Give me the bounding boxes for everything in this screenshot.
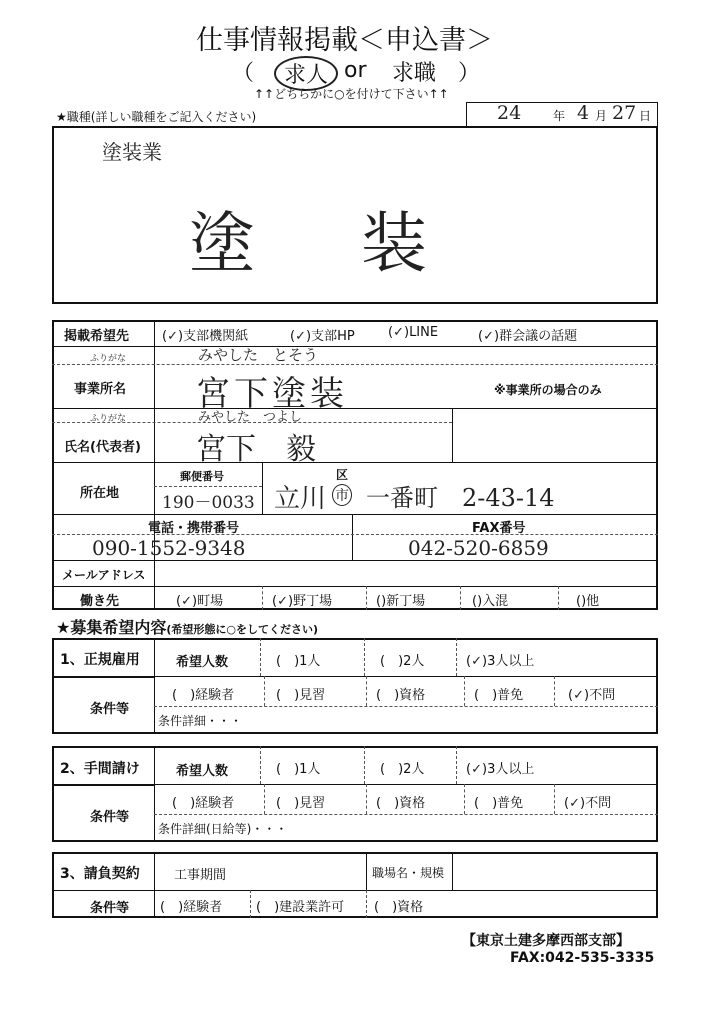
section2-cond-apprentice[interactable]: ( )見習 <box>276 796 326 811</box>
section2-count-2[interactable]: ( )2人 <box>380 762 425 777</box>
workplace-option-other[interactable]: ()他 <box>576 594 600 609</box>
publication-option-hp[interactable]: (✓)支部HP <box>290 329 355 344</box>
section2-detail-label: 条件詳細(日給等)・・・ <box>158 822 288 836</box>
job-type-main: 塗 装 <box>189 205 447 282</box>
ward-label: 区 <box>336 468 349 482</box>
section3-site-label: 職場名・規模 <box>372 866 445 880</box>
section3-title: 3、請負契約 <box>60 866 140 882</box>
business-note: ※事業所の場合のみ <box>494 383 602 397</box>
section1-cond-apprentice[interactable]: ( )見習 <box>276 688 326 703</box>
owner-furigana-label: ふりがな <box>90 414 127 424</box>
address-city-circled[interactable]: 市 <box>332 484 352 506</box>
date-day[interactable]: 27 <box>612 102 637 124</box>
section1-cond-experienced[interactable]: ( )経験者 <box>172 688 235 703</box>
section2-cond-license[interactable]: ( )資格 <box>376 796 426 811</box>
footer-branch: 【東京土建多摩西部支部】 <box>462 933 630 949</box>
section2-count-label: 希望人数 <box>176 764 229 779</box>
section1-count-3plus[interactable]: (✓)3人以上 <box>466 654 535 669</box>
choice-instruction: ↑↑どちらかに○を付けて下さい↑↑ <box>254 87 449 101</box>
job-type-box[interactable] <box>52 126 658 304</box>
section3-cond-experienced[interactable]: ( )経験者 <box>160 900 223 915</box>
footer-fax: FAX:042-535-3335 <box>510 950 655 966</box>
workplace-option-nochoba[interactable]: (✓)野丁場 <box>272 594 333 609</box>
recruit-heading: ★募集希望内容(希望形態に○をしてください) <box>56 618 319 637</box>
choice-job-offer-circled[interactable]: 求人 <box>274 56 338 91</box>
section3-cond-label: 条件等 <box>90 901 130 916</box>
section3-period-label: 工事期間 <box>174 868 227 883</box>
fax-number[interactable]: 042-520-6859 <box>408 536 549 560</box>
job-type-label: ★職種(詳しい職種をご記入ください) <box>56 110 257 124</box>
publication-option-line[interactable]: (✓)LINE <box>388 325 439 340</box>
business-furigana-label: ふりがな <box>90 354 127 364</box>
section2-title: 2、手間請け <box>60 761 140 777</box>
phone-number[interactable]: 090-1552-9348 <box>92 536 246 560</box>
phone-label: 電話・携帯番号 <box>148 521 240 536</box>
date-month-label: 月 <box>595 109 608 123</box>
address-label: 所在地 <box>80 486 120 501</box>
business-name[interactable]: 宮下塗装 <box>196 374 348 414</box>
section2-cond-driver[interactable]: ( )普免 <box>474 796 524 811</box>
section1-count-2[interactable]: ( )2人 <box>380 654 425 669</box>
section2-cond-any[interactable]: (✓)不問 <box>564 796 612 811</box>
section2-count-1[interactable]: ( )1人 <box>276 762 321 777</box>
date-year[interactable]: 24 <box>497 102 522 124</box>
publication-label: 掲載希望先 <box>64 329 130 344</box>
workplace-label: 働き先 <box>80 594 120 609</box>
form-title: 仕事情報掲載＜申込書＞ <box>196 25 493 56</box>
section1-detail-label: 条件詳細・・・ <box>158 714 243 728</box>
workplace-option-machiba[interactable]: (✓)町場 <box>176 594 224 609</box>
owner-label: 氏名(代表者) <box>64 440 141 455</box>
date-box <box>466 102 658 128</box>
section2-cond-label: 条件等 <box>90 810 130 825</box>
section1-count-1[interactable]: ( )1人 <box>276 654 321 669</box>
workplace-option-shinchoba[interactable]: ()新丁場 <box>376 594 426 609</box>
section2-count-3plus[interactable]: (✓)3人以上 <box>466 762 535 777</box>
choice-open-paren: （ <box>232 61 255 86</box>
publication-option-meeting[interactable]: (✓)群会議の話題 <box>478 329 578 344</box>
section3-cond-construction-permit[interactable]: ( )建設業許可 <box>256 900 345 915</box>
section1-cond-any[interactable]: (✓)不問 <box>568 688 616 703</box>
choice-close-paren: ） <box>458 61 481 86</box>
address-street[interactable]: 一番町 2-43-14 <box>366 484 555 512</box>
fax-label: FAX番号 <box>472 521 526 536</box>
postal-label: 郵便番号 <box>180 470 224 483</box>
address-city[interactable]: 立川 <box>274 484 327 514</box>
section1-cond-driver[interactable]: ( )普免 <box>474 688 524 703</box>
section2-cond-experienced[interactable]: ( )経験者 <box>172 796 235 811</box>
job-type-small-note: 塗装業 <box>102 140 162 164</box>
date-month[interactable]: 4 <box>577 102 590 124</box>
email-label: メールアドレス <box>62 568 146 582</box>
publication-option-newsletter[interactable]: (✓)支部機関紙 <box>162 329 249 344</box>
section1-cond-label: 条件等 <box>90 702 130 717</box>
choice-or: or <box>344 58 367 83</box>
section3-table <box>52 852 658 918</box>
owner-furigana[interactable]: みやした つよし <box>198 410 303 425</box>
section1-cond-license[interactable]: ( )資格 <box>376 688 426 703</box>
section1-count-label: 希望人数 <box>176 655 229 670</box>
section3-cond-license[interactable]: ( )資格 <box>374 900 424 915</box>
section1-title: 1、正規雇用 <box>60 652 140 668</box>
business-label: 事業所名 <box>74 382 127 397</box>
date-year-label: 年 <box>553 109 566 123</box>
date-day-label: 日 <box>639 109 652 123</box>
choice-job-seek[interactable]: 求職 <box>392 61 437 86</box>
postal-code[interactable]: 190－0033 <box>162 493 255 513</box>
owner-name[interactable]: 宮下 毅 <box>196 432 316 467</box>
workplace-option-irikomi[interactable]: ()入混 <box>472 594 509 609</box>
business-furigana[interactable]: みやした とそう <box>198 346 319 364</box>
